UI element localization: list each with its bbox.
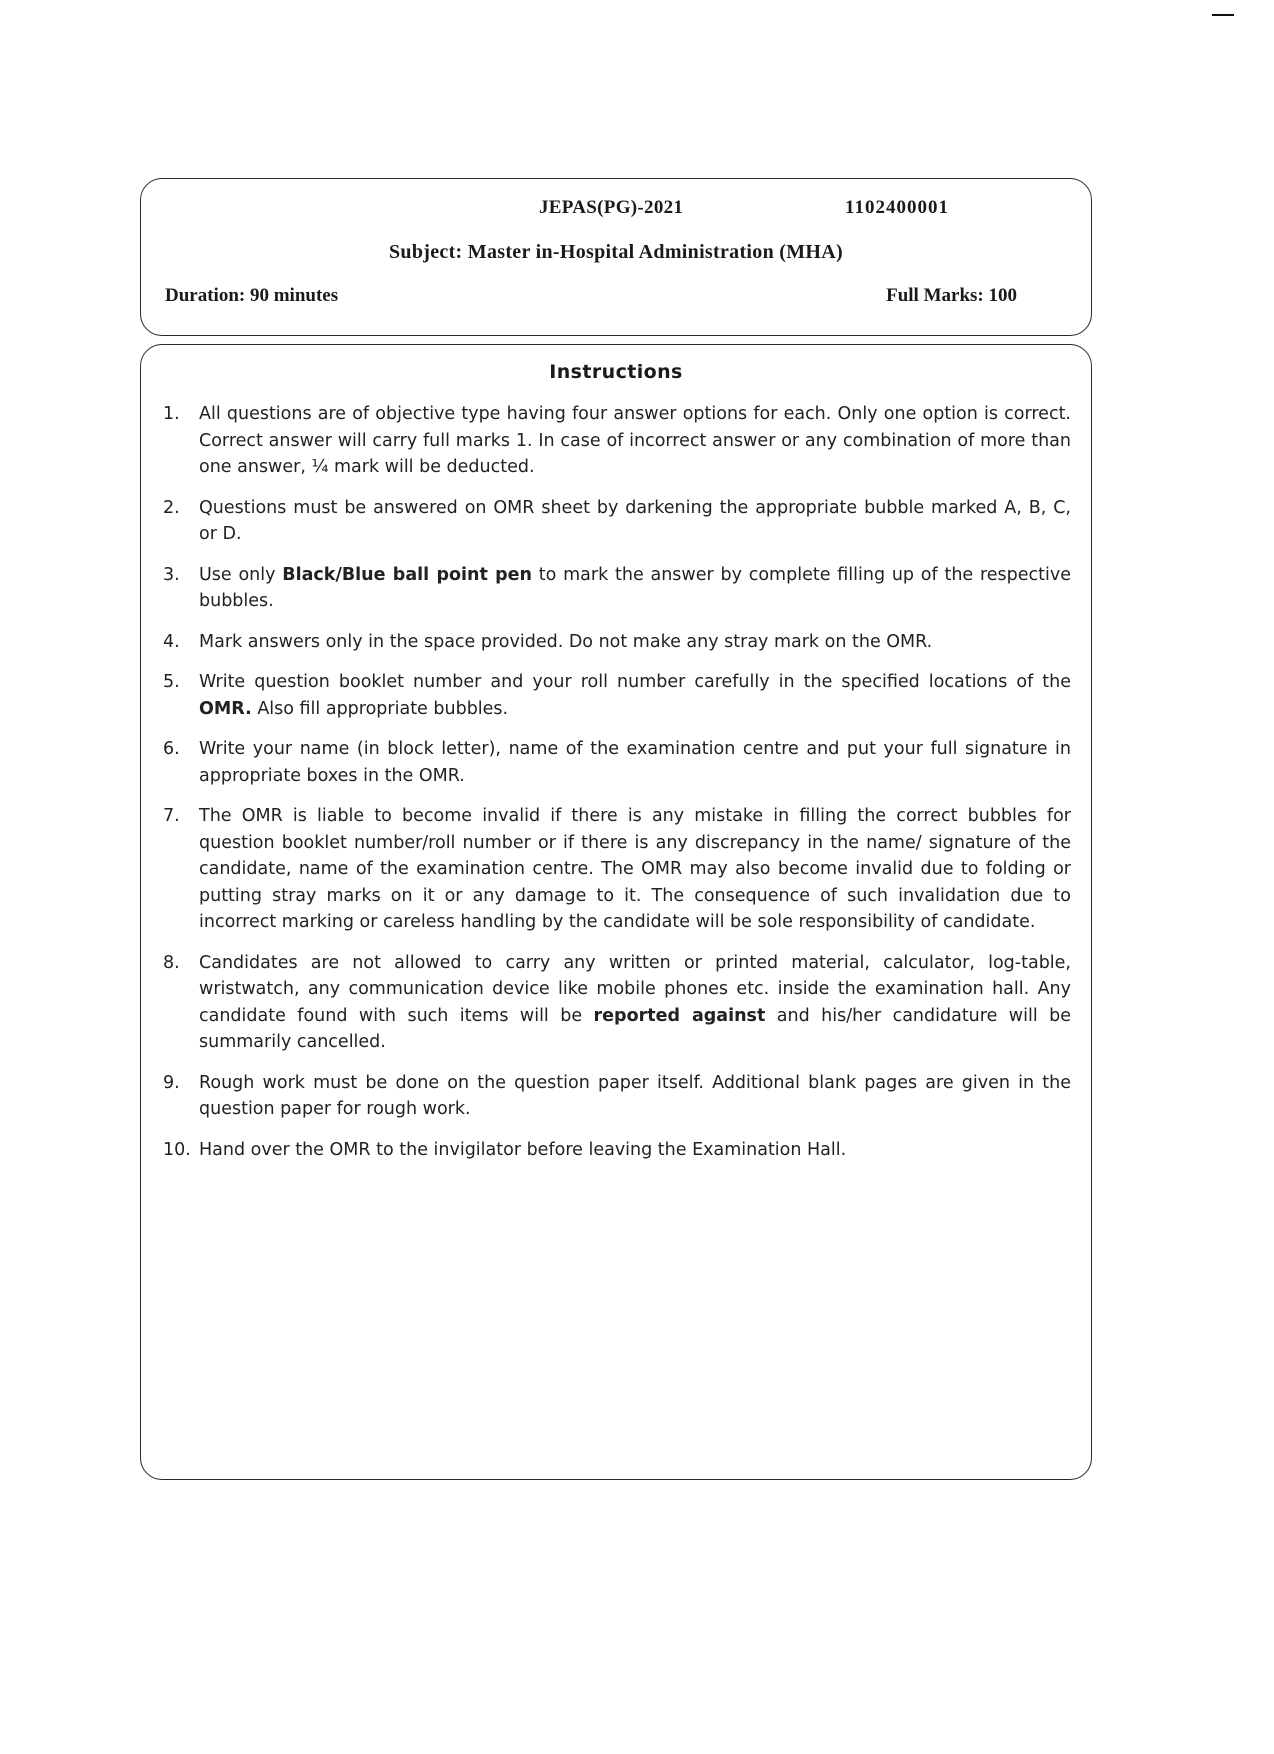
instruction-number: 9. — [163, 1072, 180, 1093]
instruction-item — [163, 1070, 1071, 1123]
instruction-text-segment: All questions are of objective type having four answer options for each. Only one option is correct. Correct answer will carry full marks 1. In case of incorrect answer or any combination of more than one answer, ¼ mark will be deducted. — [199, 404, 1071, 477]
instruction-text — [199, 562, 1071, 615]
instruction-text — [199, 950, 1071, 1056]
instruction-emphasis: OMR. — [199, 698, 252, 719]
instruction-number: 2. — [163, 497, 180, 518]
instruction-number: 10. — [163, 1139, 191, 1160]
instruction-text — [199, 1070, 1071, 1123]
instruction-text — [199, 629, 1071, 656]
exam-code: JEPAS(PG)-2021 — [539, 197, 684, 218]
instruction-number: 1. — [163, 404, 180, 424]
instruction-text — [199, 736, 1071, 789]
exam-header-box — [140, 178, 1092, 336]
instruction-text-segment: Write question booklet number and your roll number carefully in the specified locations of the — [199, 672, 1071, 692]
instruction-number: 5. — [163, 672, 180, 692]
instruction-number: 7. — [163, 806, 180, 826]
instruction-item — [163, 1137, 1071, 1164]
instruction-number: 4. — [163, 631, 180, 652]
instruction-emphasis: reported against — [593, 1005, 766, 1026]
instruction-text-segment: Write your name (in block letter), name of the examination centre and put your full signature in appropriate boxes in the OMR. — [199, 739, 1071, 786]
full-marks-label: Full Marks: 100 — [886, 285, 1017, 306]
instruction-item — [163, 401, 1071, 481]
subject-title: Subject: Master in-Hospital Administration (MHA) — [388, 241, 843, 263]
instruction-number: 6. — [163, 739, 180, 759]
instruction-text-segment: Use only — [199, 564, 283, 585]
instruction-item — [163, 562, 1071, 615]
instruction-text — [199, 669, 1071, 722]
instruction-text-segment: Candidates are not allowed to carry any written or printed material, calculator, log-table, wristwatch, any communication device like mobile phones etc. inside the examination hall. Any candidate found with such items will be — [199, 952, 1071, 1026]
instruction-number: 8. — [163, 952, 180, 973]
instruction-item — [163, 736, 1071, 789]
corner-dash-mark — [1212, 14, 1234, 16]
instruction-text-segment: Mark answers only in the space provided. Do not make any stray mark on the OMR. — [199, 631, 933, 652]
instruction-item — [163, 950, 1071, 1056]
instruction-text — [199, 401, 1071, 481]
duration-label: Duration: 90 minutes — [165, 285, 339, 306]
instruction-item — [163, 495, 1071, 548]
instruction-text — [199, 803, 1071, 936]
instruction-text-segment: to mark the answer by complete filling up of the respective bubbles. — [199, 564, 1071, 611]
instruction-item — [163, 629, 1071, 656]
instructions-box — [140, 344, 1092, 1480]
instruction-text-segment: The OMR is liable to become invalid if there is any mistake in filling the correct bubbles for question booklet number/roll number or if there is any discrepancy in the name/ signature of the candidate, name of the examination centre. The OMR may also become invalid due to folding or putting stray marks on it or any damage to it. The consequence of such invalidation due to incorrect marking or careless handling by the candidate will be sole responsibility of candidate. — [199, 806, 1071, 932]
instruction-text-segment: Hand over the OMR to the invigilator before leaving the Examination Hall. — [199, 1139, 847, 1160]
booklet-number: 1102400001 — [845, 197, 949, 218]
instruction-list — [163, 401, 1071, 1177]
instruction-text-segment: Also fill appropriate bubbles. — [251, 698, 509, 719]
instruction-number: 3. — [163, 564, 180, 585]
instruction-text-segment: Questions must be answered on OMR sheet by darkening the appropriate bubble marked A, B, C, or D. — [199, 497, 1071, 544]
instruction-item — [163, 803, 1071, 936]
instruction-emphasis: Black/Blue ball point pen — [282, 564, 532, 585]
instruction-text — [199, 1137, 1071, 1164]
instruction-text-segment: Rough work must be done on the question paper itself. Additional blank pages are given in the question paper for rough work. — [199, 1072, 1071, 1119]
instruction-item — [163, 669, 1071, 722]
instruction-text-segment: and his/her candidature will be summarily cancelled. — [199, 1005, 1071, 1052]
instruction-text — [199, 495, 1071, 548]
instructions-title: Instructions — [549, 361, 683, 383]
